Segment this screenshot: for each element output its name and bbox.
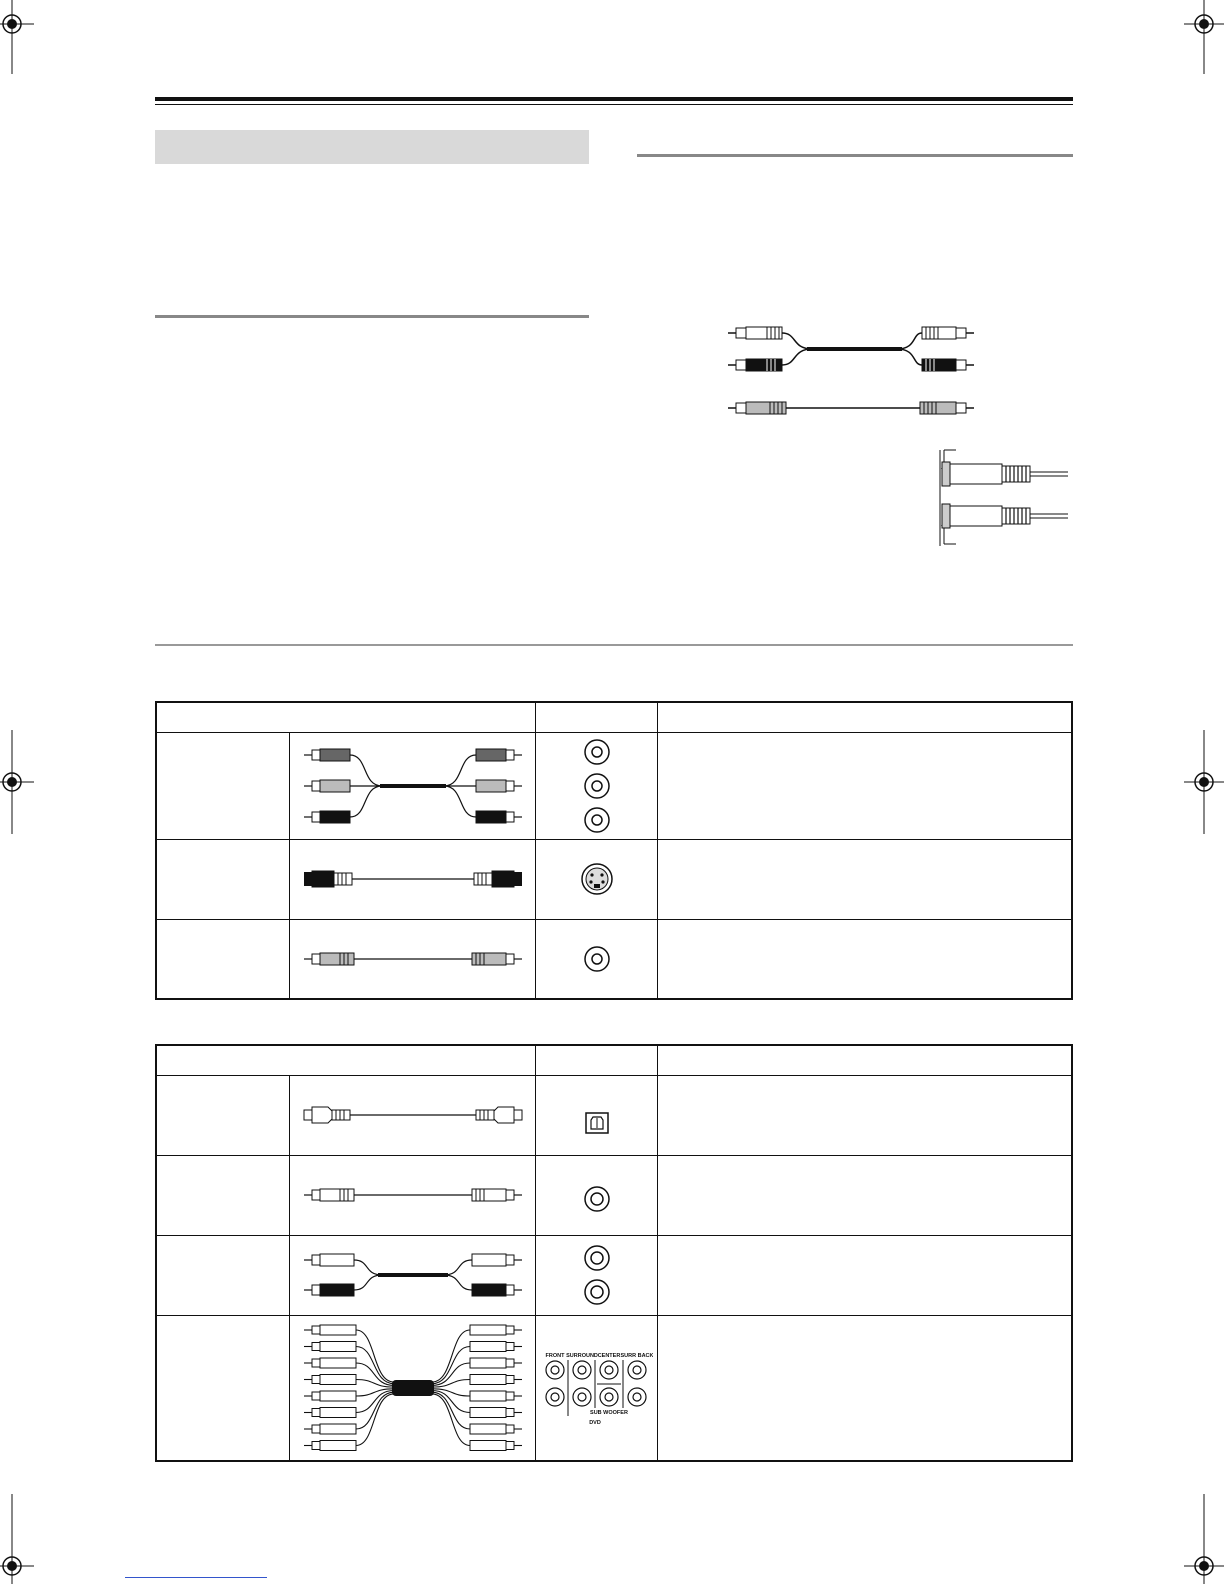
jack-cell: [536, 732, 658, 839]
panel-label-surr-back: SURR BACK: [620, 1352, 653, 1359]
plug-tip: [312, 1375, 320, 1383]
cable-wire: [356, 1394, 470, 1446]
table-row: [156, 919, 1072, 999]
cable-image-cell: [290, 919, 536, 999]
component-video-cable: [298, 741, 528, 831]
section-divider: [155, 644, 1073, 646]
jack-cell: [536, 839, 658, 919]
table-header-cell: [156, 1045, 536, 1075]
description-cell: [658, 1235, 1073, 1315]
table-header-cell: [658, 1045, 1073, 1075]
description-cell: [658, 732, 1073, 839]
multichannel-audio-cable: [298, 1320, 528, 1456]
description-cell: [658, 1155, 1073, 1235]
plug-body: [470, 1325, 506, 1335]
cable-bundle: [392, 1380, 434, 1396]
plug-body: [470, 1391, 506, 1401]
cable-image-cell: [290, 839, 536, 919]
jack-cell: [536, 1315, 658, 1461]
plug-body: [470, 1424, 506, 1434]
plug-tip: [506, 1441, 514, 1449]
stereo-audio-cable-illustration: [722, 318, 982, 382]
coaxial-digital-cable: [298, 1183, 528, 1207]
plug-body: [470, 1374, 506, 1384]
cable-name-cell: [156, 732, 290, 839]
plug-tip: [312, 1342, 320, 1350]
plug-tip: [506, 1392, 514, 1400]
cable-image-cell: [290, 732, 536, 839]
cable-wire: [356, 1330, 470, 1382]
plug-body: [470, 1440, 506, 1450]
description-cell: [658, 1315, 1073, 1461]
cable-name-cell: [156, 1155, 290, 1235]
description-cell: [658, 1075, 1073, 1155]
registration-mark-icon: [0, 1494, 34, 1584]
plug-tip: [312, 1408, 320, 1416]
plug-insertion-illustration: [930, 442, 1070, 550]
plug-tip: [506, 1359, 514, 1367]
plug-body: [320, 1358, 356, 1368]
two-rca-jacks-icon: [577, 1240, 617, 1310]
plug-body: [320, 1391, 356, 1401]
registration-mark-icon: [0, 730, 34, 834]
registration-mark-icon: [1184, 0, 1224, 74]
table-row: [156, 839, 1072, 919]
panel-label-surround: SURROUND: [565, 1352, 598, 1359]
table-row: [156, 1315, 1072, 1461]
panel-label-subwoofer: SUB WOOFER: [589, 1409, 628, 1416]
plug-tip: [312, 1359, 320, 1367]
right-section-rule: [637, 154, 1073, 157]
section-heading-box: [155, 130, 589, 164]
rca-jack-icon: [577, 943, 617, 975]
analog-audio-cable: [298, 1245, 528, 1305]
cable-image-cell: [290, 1315, 536, 1461]
rca-jack-icon: [577, 1175, 617, 1215]
plug-body: [320, 1374, 356, 1384]
plug-tip: [506, 1425, 514, 1433]
plug-body: [320, 1325, 356, 1335]
description-cell: [658, 919, 1073, 999]
header-rule-thin: [155, 104, 1073, 105]
plug-body: [320, 1424, 356, 1434]
plug-body: [320, 1407, 356, 1417]
single-rca-cable-illustration: [722, 396, 982, 420]
plug-tip: [312, 1326, 320, 1334]
plug-body: [320, 1341, 356, 1351]
cable-image-cell: [290, 1155, 536, 1235]
cable-name-cell: [156, 839, 290, 919]
plug-tip: [312, 1425, 320, 1433]
plug-tip: [312, 1441, 320, 1449]
panel-label-center: CENTER: [597, 1352, 620, 1359]
table-row: [156, 732, 1072, 839]
plug-tip: [506, 1408, 514, 1416]
table-row: [156, 1075, 1072, 1155]
table-header-cell: [658, 702, 1073, 732]
plug-tip: [312, 1392, 320, 1400]
registration-mark-icon: [0, 0, 34, 74]
cable-image-cell: [290, 1075, 536, 1155]
cable-name-cell: [156, 1235, 290, 1315]
jack-cell: [536, 1155, 658, 1235]
optical-jack-icon: [577, 1085, 617, 1145]
jack-cell: [536, 1075, 658, 1155]
multichannel-panel-icon: [541, 1348, 653, 1428]
panel-label-dvd: DVD: [588, 1419, 601, 1426]
s-video-cable: [298, 867, 528, 891]
optical-digital-cable: [298, 1103, 528, 1127]
cable-name-cell: [156, 919, 290, 999]
table-row: [156, 1235, 1072, 1315]
plug-tip: [506, 1326, 514, 1334]
table-header-cell: [536, 1045, 658, 1075]
plug-body: [470, 1341, 506, 1351]
jack-cell: [536, 1235, 658, 1315]
plug-body: [320, 1440, 356, 1450]
composite-video-cable: [298, 947, 528, 971]
registration-mark-icon: [1184, 1494, 1224, 1584]
cable-name-cell: [156, 1315, 290, 1461]
s-video-jack-icon: [577, 859, 617, 899]
plug-tip: [506, 1375, 514, 1383]
registration-mark-icon: [1184, 730, 1224, 834]
description-cell: [658, 839, 1073, 919]
three-rca-jacks-icon: [577, 738, 617, 834]
audio-connection-table: [155, 1044, 1073, 1462]
panel-label-front: FRONT: [545, 1352, 564, 1359]
plug-body: [470, 1407, 506, 1417]
header-rule: [155, 97, 1073, 101]
jack-cell: [536, 919, 658, 999]
table-row: [156, 1155, 1072, 1235]
cable-image-cell: [290, 1235, 536, 1315]
plug-body: [470, 1358, 506, 1368]
table-header-cell: [536, 702, 658, 732]
bottom-underline: [125, 1577, 267, 1578]
cable-name-cell: [156, 1075, 290, 1155]
left-section-rule: [155, 315, 589, 318]
table-header-cell: [156, 702, 536, 732]
plug-tip: [506, 1342, 514, 1350]
video-connection-table: [155, 701, 1073, 1000]
